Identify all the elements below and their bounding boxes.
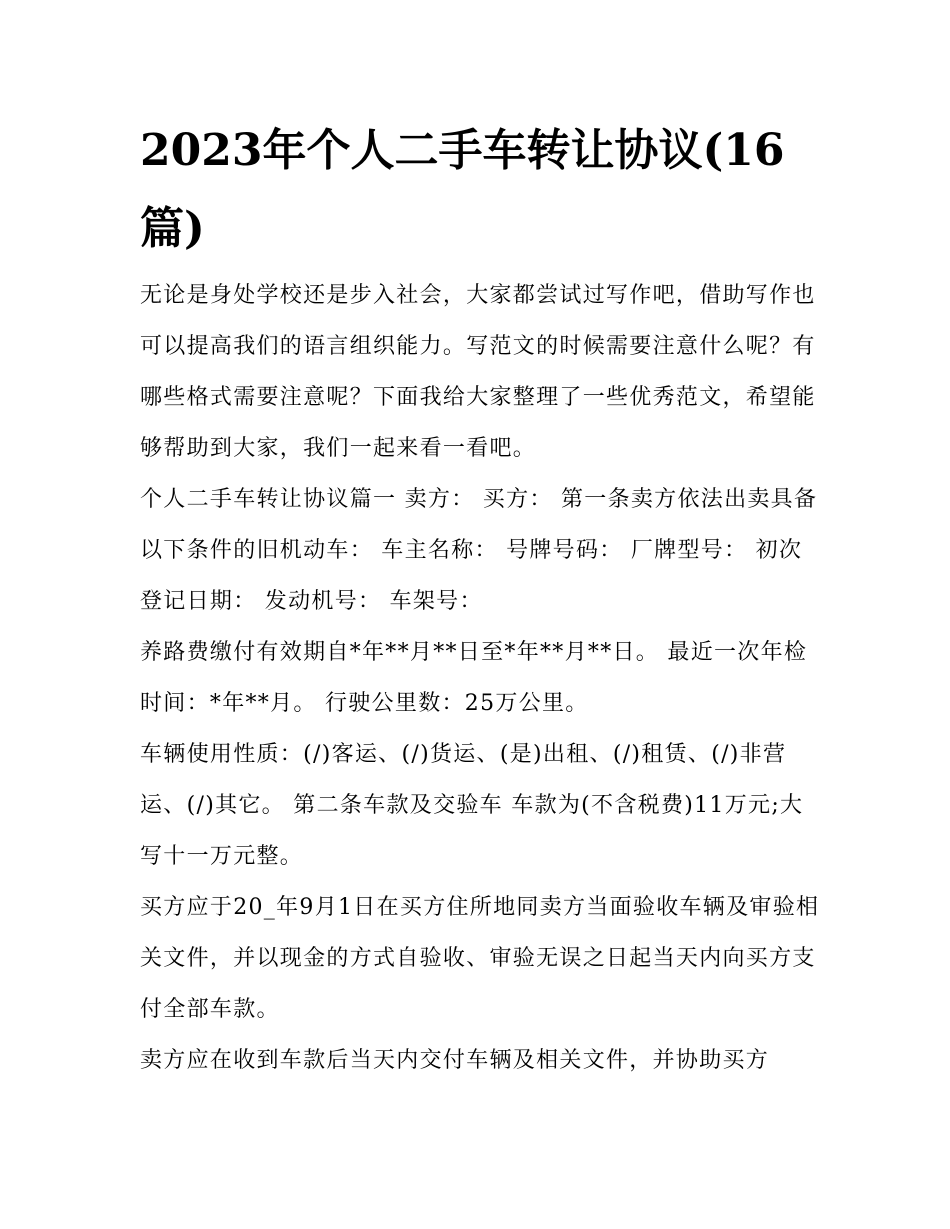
paragraph-payment: 买方应于20_年9月1日在买方住所地同卖方当面验收车辆及审验相关文件，并以现金的方式自验收、审验无误之日起当天内向买方支付全部车款。 <box>140 895 820 1022</box>
paragraph-road-fee: 养路费缴付有效期自*年**月**日至*年**月**日。 最近一次年检时间：*年**月。 行驶公里数：25万公里。 <box>140 640 808 716</box>
document-title: 2023年个人二手车转让协议(16篇) <box>140 125 785 254</box>
paragraph-agreement-parties: 个人二手车转让协议篇一 卖方： 买方： 第一条卖方依法出卖具备以下条件的旧机动车： 车主名称： 号牌号码： 厂牌型号： 初次登记日期： 发动机号： 车架号： <box>140 487 818 614</box>
paragraph-intro: 无论是身处学校还是步入社会，大家都尝试过写作吧，借助写作也可以提高我们的语言组织能力。写范文的时候需要注意什么呢？有哪些格式需要注意呢？下面我给大家整理了一些优秀范文，希望能够帮助到大家，我们一起来看一看吧。 <box>140 283 816 461</box>
document-body <box>140 112 820 1086</box>
paragraph-delivery: 卖方应在收到车款后当天内交付车辆及相关文件，并协助买方 <box>140 1048 770 1073</box>
paragraph-vehicle-usage: 车辆使用性质：(/)客运、(/)货运、(是)出租、(/)租赁、(/)非营运、(/)其它。 第二条车款及交验车 车款为(不含税费)11万元;大写十一万元整。 <box>140 742 804 869</box>
